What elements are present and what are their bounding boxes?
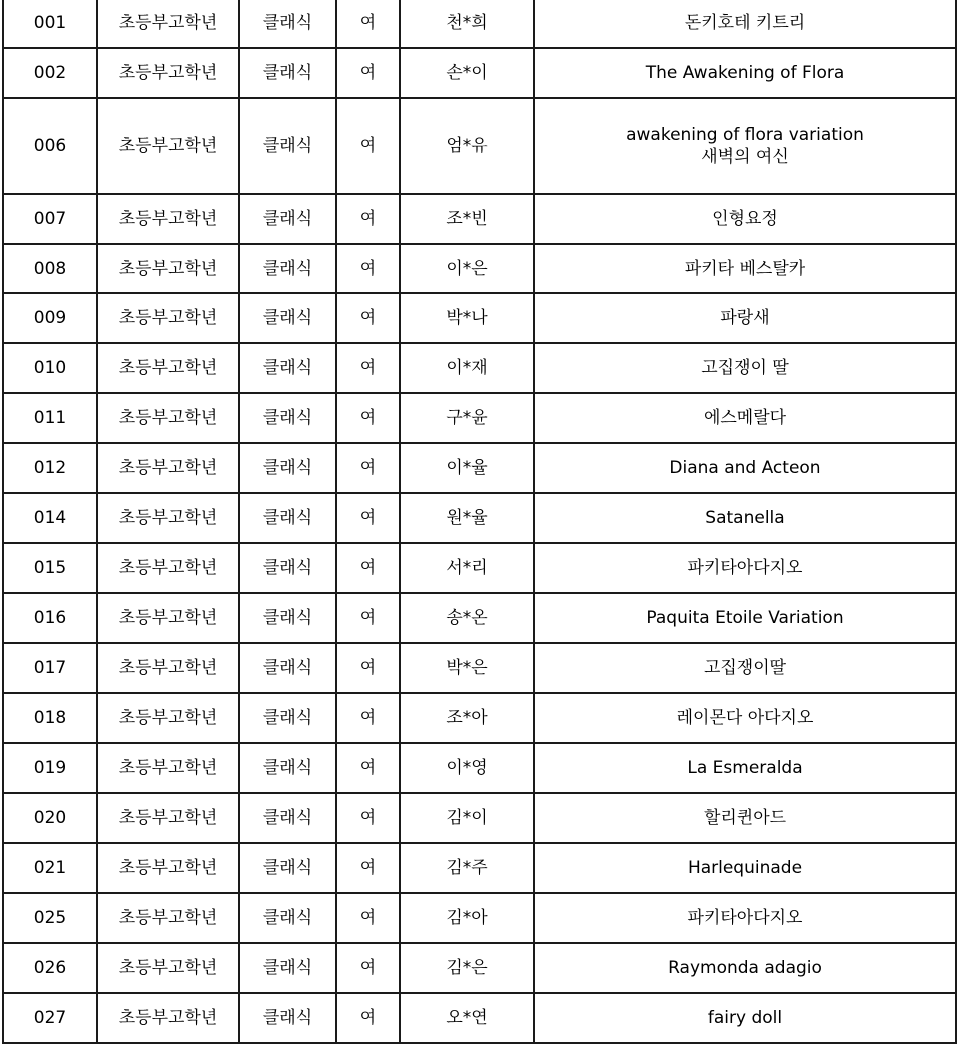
- piece-title-line: fairy doll: [707, 1007, 783, 1028]
- genre-cell: 클래식: [239, 493, 336, 543]
- piece-title-cell: [534, 693, 956, 743]
- piece-title-line: 파키타아다지오: [687, 907, 803, 928]
- entry-number-cell: 020: [3, 793, 97, 843]
- category-cell: 초등부고학년: [97, 443, 239, 493]
- category-cell: 초등부고학년: [97, 393, 239, 443]
- participant-name-cell: 구*윤: [400, 393, 534, 443]
- genre-cell: 클래식: [239, 543, 336, 593]
- piece-title-cell: [534, 293, 956, 343]
- table-row: [3, 893, 956, 943]
- table-row: [3, 843, 956, 893]
- gender-cell: 여: [336, 643, 400, 693]
- genre-cell: 클래식: [239, 343, 336, 393]
- gender-cell: 여: [336, 793, 400, 843]
- gender-cell: 여: [336, 693, 400, 743]
- piece-title-line: 에스메랄다: [703, 408, 787, 429]
- table-row: [3, 244, 956, 294]
- gender-cell: 여: [336, 893, 400, 943]
- genre-cell: 클래식: [239, 194, 336, 244]
- piece-title-cell: [534, 893, 956, 943]
- gender-cell: 여: [336, 843, 400, 893]
- category-cell: 초등부고학년: [97, 843, 239, 893]
- table-row: [3, 943, 956, 993]
- genre-cell: 클래식: [239, 0, 336, 48]
- participant-name-cell: 원*율: [400, 493, 534, 543]
- participant-name-cell: 엄*유: [400, 98, 534, 194]
- entry-number-cell: 009: [3, 293, 97, 343]
- piece-title-line: The Awakening of Flora: [645, 62, 845, 83]
- entry-number-cell: 012: [3, 443, 97, 493]
- piece-title-line: Raymonda adagio: [668, 957, 822, 978]
- entry-number-cell: 019: [3, 743, 97, 793]
- entry-number-cell: 008: [3, 244, 97, 294]
- category-cell: 초등부고학년: [97, 493, 239, 543]
- table-row: [3, 793, 956, 843]
- category-cell: 초등부고학년: [97, 943, 239, 993]
- piece-title-cell: [534, 643, 956, 693]
- genre-cell: 클래식: [239, 893, 336, 943]
- gender-cell: 여: [336, 343, 400, 393]
- genre-cell: 클래식: [239, 743, 336, 793]
- piece-title-cell: [534, 493, 956, 543]
- participant-name-cell: 이*은: [400, 244, 534, 294]
- category-cell: 초등부고학년: [97, 244, 239, 294]
- piece-title-line: 고집쟁이 딸: [701, 358, 789, 379]
- genre-cell: 클래식: [239, 393, 336, 443]
- gender-cell: 여: [336, 993, 400, 1043]
- category-cell: 초등부고학년: [97, 543, 239, 593]
- genre-cell: 클래식: [239, 98, 336, 194]
- gender-cell: 여: [336, 543, 400, 593]
- table-row: [3, 393, 956, 443]
- piece-title-line: 돈키호테 키트리: [684, 13, 806, 34]
- piece-title-cell: [534, 843, 956, 893]
- participant-name-cell: 김*은: [400, 943, 534, 993]
- gender-cell: 여: [336, 943, 400, 993]
- entry-number-cell: 026: [3, 943, 97, 993]
- table-row: [3, 993, 956, 1043]
- piece-title-line: 파키타아다지오: [687, 558, 803, 579]
- genre-cell: 클래식: [239, 993, 336, 1043]
- genre-cell: 클래식: [239, 793, 336, 843]
- gender-cell: 여: [336, 48, 400, 98]
- piece-title-cell: [534, 0, 956, 48]
- piece-title-cell: [534, 743, 956, 793]
- piece-title-line: La Esmeralda: [687, 758, 803, 779]
- participant-name-cell: 이*영: [400, 743, 534, 793]
- piece-title-cell: [534, 793, 956, 843]
- category-cell: 초등부고학년: [97, 793, 239, 843]
- participant-name-cell: 조*아: [400, 693, 534, 743]
- entry-number-cell: 002: [3, 48, 97, 98]
- table-row: [3, 194, 956, 244]
- piece-title-line: 파랑새: [720, 308, 770, 329]
- table-row: [3, 343, 956, 393]
- category-cell: 초등부고학년: [97, 643, 239, 693]
- piece-title-line: Satanella: [705, 508, 785, 529]
- genre-cell: 클래식: [239, 293, 336, 343]
- participant-table-body: [3, 0, 956, 1043]
- participant-name-cell: 천*희: [400, 0, 534, 48]
- genre-cell: 클래식: [239, 693, 336, 743]
- gender-cell: 여: [336, 293, 400, 343]
- piece-title-line: Diana and Acteon: [669, 458, 821, 479]
- piece-title-cell: [534, 48, 956, 98]
- gender-cell: 여: [336, 593, 400, 643]
- genre-cell: 클래식: [239, 643, 336, 693]
- table-row: [3, 743, 956, 793]
- entry-number-cell: 014: [3, 493, 97, 543]
- piece-title-cell: [534, 98, 956, 194]
- gender-cell: 여: [336, 98, 400, 194]
- participant-name-cell: 김*아: [400, 893, 534, 943]
- piece-title-line: 새벽의 여신: [701, 146, 789, 167]
- category-cell: 초등부고학년: [97, 743, 239, 793]
- table-row: [3, 643, 956, 693]
- entry-number-cell: 025: [3, 893, 97, 943]
- piece-title-cell: [534, 543, 956, 593]
- piece-title-cell: [534, 993, 956, 1043]
- genre-cell: 클래식: [239, 443, 336, 493]
- category-cell: 초등부고학년: [97, 293, 239, 343]
- participant-name-cell: 김*이: [400, 793, 534, 843]
- participant-name-cell: 오*연: [400, 993, 534, 1043]
- category-cell: 초등부고학년: [97, 98, 239, 194]
- gender-cell: 여: [336, 194, 400, 244]
- participant-name-cell: 조*빈: [400, 194, 534, 244]
- participant-name-cell: 손*이: [400, 48, 534, 98]
- piece-title-line: 할리퀸아드: [703, 807, 787, 828]
- table-row: [3, 693, 956, 743]
- table-row: [3, 293, 956, 343]
- participant-table: [2, 0, 957, 1044]
- piece-title-cell: [534, 593, 956, 643]
- category-cell: 초등부고학년: [97, 993, 239, 1043]
- category-cell: 초등부고학년: [97, 343, 239, 393]
- piece-title-line: 레이몬다 아다지오: [676, 708, 814, 729]
- category-cell: 초등부고학년: [97, 593, 239, 643]
- table-row: [3, 493, 956, 543]
- piece-title-cell: [534, 943, 956, 993]
- genre-cell: 클래식: [239, 244, 336, 294]
- category-cell: 초등부고학년: [97, 893, 239, 943]
- participant-name-cell: 김*주: [400, 843, 534, 893]
- piece-title-cell: [534, 393, 956, 443]
- piece-title-cell: [534, 244, 956, 294]
- piece-title-cell: [534, 194, 956, 244]
- entry-number-cell: 017: [3, 643, 97, 693]
- genre-cell: 클래식: [239, 48, 336, 98]
- table-row: [3, 0, 956, 48]
- gender-cell: 여: [336, 743, 400, 793]
- entry-number-cell: 006: [3, 98, 97, 194]
- genre-cell: 클래식: [239, 593, 336, 643]
- gender-cell: 여: [336, 393, 400, 443]
- piece-title-line: 파키타 베스탈카: [684, 258, 806, 279]
- entry-number-cell: 016: [3, 593, 97, 643]
- entry-number-cell: 027: [3, 993, 97, 1043]
- entry-number-cell: 015: [3, 543, 97, 593]
- table-row: [3, 443, 956, 493]
- category-cell: 초등부고학년: [97, 48, 239, 98]
- genre-cell: 클래식: [239, 943, 336, 993]
- category-cell: 초등부고학년: [97, 693, 239, 743]
- piece-title-line: Paquita Etoile Variation: [646, 608, 844, 629]
- piece-title-line: 고집쟁이딸: [703, 658, 787, 679]
- gender-cell: 여: [336, 443, 400, 493]
- table-row: [3, 543, 956, 593]
- participant-name-cell: 박*은: [400, 643, 534, 693]
- piece-title-cell: [534, 443, 956, 493]
- category-cell: 초등부고학년: [97, 194, 239, 244]
- entry-number-cell: 018: [3, 693, 97, 743]
- entry-number-cell: 021: [3, 843, 97, 893]
- gender-cell: 여: [336, 0, 400, 48]
- piece-title-line: Harlequinade: [687, 857, 803, 878]
- table-row: [3, 593, 956, 643]
- entry-number-cell: 010: [3, 343, 97, 393]
- entry-number-cell: 001: [3, 0, 97, 48]
- piece-title-line: awakening of flora variation: [626, 124, 864, 145]
- piece-title-cell: [534, 343, 956, 393]
- category-cell: 초등부고학년: [97, 0, 239, 48]
- participant-name-cell: 박*나: [400, 293, 534, 343]
- entry-number-cell: 007: [3, 194, 97, 244]
- table-row: [3, 48, 956, 98]
- table-row: [3, 98, 956, 194]
- piece-title-line: 인형요정: [712, 208, 778, 229]
- participant-name-cell: 이*율: [400, 443, 534, 493]
- participant-name-cell: 송*온: [400, 593, 534, 643]
- participant-name-cell: 이*재: [400, 343, 534, 393]
- entry-number-cell: 011: [3, 393, 97, 443]
- genre-cell: 클래식: [239, 843, 336, 893]
- participant-name-cell: 서*리: [400, 543, 534, 593]
- gender-cell: 여: [336, 244, 400, 294]
- gender-cell: 여: [336, 493, 400, 543]
